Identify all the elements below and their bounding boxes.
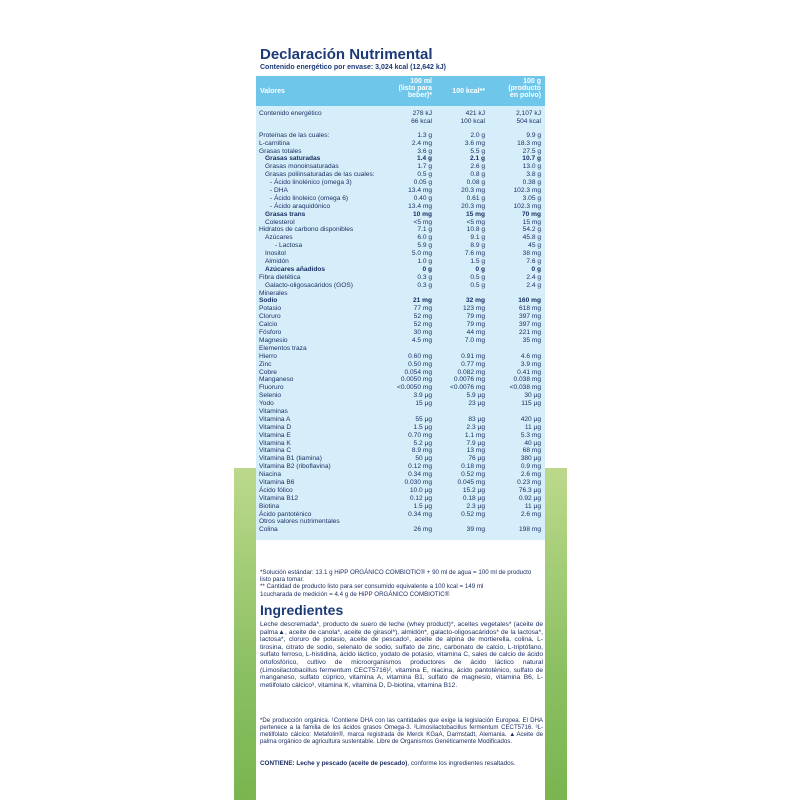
nutrient-value: 0.91 mg: [461, 352, 485, 360]
nutrient-value: 221 mg: [519, 329, 541, 337]
nutrient-value: 0.8 g: [470, 171, 485, 179]
nutrient-label: Vitamina B6: [259, 478, 295, 486]
nutrient-value: <5 mg: [466, 218, 485, 226]
nutrition-label-panel: [256, 40, 545, 800]
nutrient-value: 0.0076 mg: [453, 376, 485, 384]
nutrient-value: 0.40 g: [413, 194, 432, 202]
nutrition-table-header: [256, 76, 545, 106]
nutrient-value: 380 µg: [520, 455, 541, 463]
nutrient-label: Cobre: [259, 368, 277, 376]
nutrient-label: L-carnitina: [259, 139, 290, 147]
nutrient-value: 0.34 mg: [408, 471, 432, 479]
footnote-100kcal: ** Cantidad de producto listo para ser consumido equivalente a 100 kcal = 149 ml: [260, 583, 484, 591]
header-valores: Valores: [260, 88, 285, 95]
nutrient-value: 70 mg: [521, 210, 541, 218]
nutrient-value: 26 mg: [413, 526, 432, 534]
nutrient-value: 15 mg: [465, 210, 485, 218]
table-row: [256, 337, 545, 345]
nutrient-label: Biotina: [259, 502, 280, 510]
contains-allergens: Leche y pescado (aceite de pescado): [296, 760, 408, 767]
nutrient-label: - Ácido araquidónico: [270, 202, 331, 210]
nutrient-value: 2.4 mg: [411, 139, 432, 147]
nutrient-value: 0.030 mg: [404, 478, 432, 486]
nutrient-value: 2.1 g: [469, 155, 485, 163]
nutrient-value: 7.6 g: [526, 258, 541, 266]
nutrient-value: 39 mg: [466, 526, 485, 534]
nutrient-value: 0.5 g: [417, 171, 432, 179]
table-row: [256, 495, 545, 503]
nutrient-value: 0.38 g: [522, 179, 541, 187]
table-row: [256, 250, 545, 258]
allergen-statement: [260, 760, 516, 767]
nutrient-value: 35 mg: [522, 336, 541, 344]
nutrient-value: 11 µg: [524, 502, 541, 510]
nutrient-value: 102.3 mg: [513, 187, 541, 195]
nutrient-value: 20.3 mg: [461, 187, 485, 195]
nutrient-value: 0.12 mg: [408, 463, 432, 471]
nutrient-label: Grasas poliinsaturadas de las cuales:: [265, 171, 375, 179]
table-row: [256, 345, 545, 353]
table-row: [256, 408, 545, 416]
table-row: [256, 290, 545, 298]
nutrient-label: Vitamina B12: [259, 494, 299, 502]
nutrient-value: <5 mg: [413, 218, 432, 226]
nutrient-value: 0.61 g: [466, 194, 485, 202]
nutrient-value: 0.23 mg: [517, 478, 541, 486]
nutrient-label: Cloruro: [259, 313, 281, 321]
nutrient-value: 13.4 mg: [408, 187, 432, 195]
nutrient-value: 10.8 g: [466, 226, 485, 234]
nutrient-label: Vitamina D: [259, 423, 292, 431]
nutrient-value: 5.5 g: [470, 147, 485, 155]
nutrient-label: Magnesio: [259, 336, 288, 344]
nutrient-value: 397 mg: [519, 321, 541, 329]
table-row: [256, 211, 545, 219]
table-row: [256, 376, 545, 384]
nutrient-value: 8.9 mg: [411, 447, 432, 455]
nutrient-value: 27.5 g: [522, 147, 541, 155]
nutrient-value: 3.05 g: [522, 194, 541, 202]
table-row: [256, 132, 545, 140]
nutrient-value: 2.6 g: [470, 163, 485, 171]
nutrient-value: 13 mg: [466, 447, 485, 455]
nutrient-value: 0.054 mg: [404, 368, 432, 376]
nutrient-value: 1.5 µg: [413, 502, 432, 510]
nutrient-value: 0.082 mg: [457, 368, 485, 376]
nutrient-value: 52 mg: [413, 321, 432, 329]
table-row: [256, 353, 545, 361]
nutrient-value: 618 mg: [519, 305, 541, 313]
table-row: [256, 234, 545, 242]
nutrient-value: 0 g: [531, 265, 541, 273]
nutrient-value: 1.5 µg: [413, 423, 432, 431]
nutrient-label: Azúcares: [265, 234, 293, 242]
nutrient-value: 115 µg: [521, 400, 541, 408]
table-row: [256, 416, 545, 424]
nutrient-value: 7.1 g: [417, 226, 432, 234]
nutrient-value: <0.0076 mg: [449, 384, 485, 392]
table-row: [256, 163, 545, 171]
table-row: [256, 487, 545, 495]
nutrient-value: 10.0 µg: [409, 486, 432, 494]
nutrient-value: 5.3 mg: [520, 431, 541, 439]
nutrient-value: 45 g: [528, 242, 541, 250]
nutrient-value: 4.5 mg: [411, 336, 432, 344]
nutrient-value: 13.0 g: [522, 163, 541, 171]
nutrient-value: 0.70 mg: [408, 431, 432, 439]
nutrient-value: 0.92 µg: [518, 494, 541, 502]
nutrient-value: 0.77 mg: [461, 360, 485, 368]
nutrient-value: 2.4 g: [526, 281, 541, 289]
nutrient-value: 68 mg: [522, 447, 541, 455]
nutrient-value: 7.0 mg: [464, 336, 485, 344]
nutrient-value: 0.05 g: [413, 179, 432, 187]
nutrient-value: 5.9 g: [417, 242, 432, 250]
nutrient-value: 0.60 mg: [408, 352, 432, 360]
nutrient-value: 10 mg: [412, 210, 432, 218]
table-row: [256, 447, 545, 455]
nutrient-value: 3.6 mg: [464, 139, 485, 147]
table-row: [256, 219, 545, 227]
nutrient-value: 1.7 g: [417, 163, 432, 171]
page-title: Declaración Nutrimental: [260, 46, 433, 63]
contains-label: CONTIENE:: [260, 760, 295, 767]
nutrient-label: Fibra dietética: [259, 273, 301, 281]
nutrient-value: 20.3 mg: [461, 202, 485, 210]
nutrient-label: Grasas saturadas: [265, 155, 321, 163]
green-decoration-left: [234, 468, 256, 800]
nutrient-label: - Ácido linoleico (omega 6): [270, 194, 349, 202]
nutrient-value: 83 µg: [468, 415, 485, 423]
table-row: [256, 479, 545, 487]
nutrient-label: Selenio: [259, 392, 281, 400]
nutrient-value: 2.0 g: [470, 131, 485, 139]
table-row: [256, 503, 545, 511]
nutrient-value: 0.08 g: [466, 179, 485, 187]
nutrient-label: Galacto-oligosacáridos (GOS): [265, 281, 353, 289]
table-row: [256, 424, 545, 432]
nutrient-value: 0.9 mg: [520, 463, 541, 471]
table-row: [256, 471, 545, 479]
nutrient-value: 0.3 g: [417, 273, 432, 281]
nutrient-label: Grasas totales: [259, 147, 302, 155]
nutrient-label: Azúcares añadidos: [265, 265, 326, 273]
table-row: [256, 203, 545, 211]
nutrient-value: 2.4 g: [526, 273, 541, 281]
nutrient-value: 2.6 mg: [520, 471, 541, 479]
nutrient-value: 50 µg: [415, 455, 432, 463]
table-row: [256, 369, 545, 377]
nutrient-value: 54.2 g: [522, 226, 541, 234]
ingredients-footnotes: *De producción orgánica. ¹Contiene DHA con las cantidades que exige la legislación Europea. El DHA pertenece a la familia de los ácidos grasos Omega-3. ²Limosilactobacillus fermentum CECT5716. ³L-metilfolato cálcico: Metafolin®, marca registrada de Merck KGaA, Darmstadt, Alemania. ▲Aceite de palma orgánico de agricultura sustentable. Libre de Organismos Genéticamente Modificados.: [260, 717, 543, 746]
nutrient-value: 3.6 g: [417, 147, 432, 155]
nutrient-label: Grasas monoinsaturadas: [265, 163, 339, 171]
table-row: [256, 440, 545, 448]
nutrient-value: 10.7 g: [522, 155, 541, 163]
nutrient-value: 2.3 µg: [466, 502, 485, 510]
nutrient-label: Fluoruro: [259, 384, 284, 392]
nutrient-label: Vitamina E: [259, 431, 291, 439]
nutrient-label: Sodio: [259, 297, 278, 305]
table-row: [256, 463, 545, 471]
nutrient-value: 420 µg: [520, 415, 541, 423]
table-row: [256, 187, 545, 195]
nutrient-label: Inositol: [265, 250, 286, 258]
nutrient-value: 123 mg: [463, 305, 485, 313]
nutrient-value: 1.4 g: [416, 155, 432, 163]
nutrient-value: 1.1 mg: [464, 431, 485, 439]
table-row: [256, 518, 545, 526]
nutrient-label: Hidratos de carbono disponibles: [259, 226, 354, 234]
nutrient-value: 1.5 g: [470, 258, 485, 266]
nutrient-value: 8.9 g: [470, 242, 485, 250]
nutrient-label: Otros valores nutrimentales: [259, 518, 340, 526]
table-row: [256, 226, 545, 234]
table-row: [256, 361, 545, 369]
table-row: [256, 118, 545, 126]
nutrient-label: Almidón: [265, 258, 289, 266]
nutrient-value: 76.3 µg: [518, 486, 541, 494]
table-row: [256, 321, 545, 329]
table-row: [256, 179, 545, 187]
nutrient-value: 3.9 µg: [413, 392, 432, 400]
nutrient-value: 66 kcal: [411, 117, 432, 125]
header-100kcal: 100 kcal**: [452, 88, 485, 95]
table-row: [256, 297, 545, 305]
nutrient-value: 2.3 µg: [466, 423, 485, 431]
nutrient-value: 6.0 g: [417, 234, 432, 242]
nutrient-label: Ácido fólico: [259, 486, 293, 494]
table-row: [256, 400, 545, 408]
table-row: [256, 329, 545, 337]
nutrient-value: 504 kcal: [516, 117, 541, 125]
nutrient-label: - DHA: [270, 187, 288, 195]
nutrient-value: 0.3 g: [417, 281, 432, 289]
nutrient-value: 102.3 mg: [513, 202, 541, 210]
nutrient-value: 3.8 g: [526, 171, 541, 179]
nutrient-label: Colesterol: [265, 218, 295, 226]
nutrient-value: 4.6 mg: [520, 352, 541, 360]
nutrient-label: Niacina: [259, 471, 281, 479]
nutrient-value: 397 mg: [519, 313, 541, 321]
nutrient-value: <0.0050 mg: [396, 384, 432, 392]
table-row: [256, 171, 545, 179]
table-row: [256, 148, 545, 156]
nutrient-value: 1.0 g: [417, 258, 432, 266]
table-row: [256, 455, 545, 463]
nutrient-value: 0.41 mg: [517, 368, 541, 376]
nutrient-value: 11 µg: [524, 423, 541, 431]
nutrient-value: 0.5 g: [470, 281, 485, 289]
nutrient-value: 278 kJ: [412, 110, 432, 117]
nutrient-value: 45.8 g: [522, 234, 541, 242]
nutrient-label: - Lactosa: [275, 242, 303, 250]
header-100ml: 100 ml (listo para beber)*: [398, 78, 432, 100]
nutrient-value: 52 mg: [413, 313, 432, 321]
nutrient-value: 7.6 mg: [464, 250, 485, 258]
nutrient-label: Vitamina B2 (riboflavina): [259, 463, 331, 471]
table-footnotes: [260, 569, 542, 598]
nutrient-label: Vitaminas: [259, 407, 288, 415]
nutrient-label: Elementos traza: [259, 344, 307, 352]
nutrient-label: Contenido energético: [259, 110, 322, 117]
nutrient-value: 5.0 mg: [411, 250, 432, 258]
nutrient-value: 1.3 g: [417, 131, 432, 139]
nutrient-label: Zinc: [259, 360, 272, 368]
table-row: [256, 511, 545, 519]
nutrient-value: 2,107 kJ: [516, 110, 541, 117]
nutrient-value: 0.18 µg: [462, 494, 485, 502]
nutrition-table: [256, 76, 545, 540]
nutrient-value: 0.5 g: [470, 273, 485, 281]
nutrient-value: 15 µg: [415, 400, 432, 408]
nutrient-label: Colina: [259, 526, 278, 534]
nutrient-label: Ácido pantoténico: [259, 510, 312, 518]
nutrient-value: 5.2 µg: [413, 439, 432, 447]
nutrient-value: 0.038 mg: [513, 376, 541, 384]
nutrient-label: Vitamina C: [259, 447, 292, 455]
nutrient-value: 160 mg: [518, 297, 541, 305]
table-row: [256, 155, 545, 163]
nutrient-value: 5.9 µg: [466, 392, 485, 400]
nutrient-value: 79 mg: [466, 313, 485, 321]
nutrient-label: Manganeso: [259, 376, 294, 384]
nutrient-value: 0.12 µg: [409, 494, 432, 502]
ingredients-list: Leche descremada*, producto de suero de leche (whey product)*, aceites vegetales* (aceite de palma▲, aceite de canola*, aceite de girasol*), almidón*, galacto-oligosacáridos* de la lactosa*, lactosa*, cloruro de potasio, aceite de pescado¹, aceite de alpina de mortierella, colina, L-tirosina, citrato de sodio, selenato de sodio, sulfato de zinc, carbonato de calcio, L-triptófano, sulfato ferroso, L-histidina, ácido láctico, yodato de potasio, vitamina C, sales de calcio de ácido ortofosfórico, cultivo de microorganismos productores de ácido láctico natural (Limosilactobacillus fermentum CECT5716)², vitamina E, niacina, ácido pantoténico, sulfato de manganeso, sulfato cúprico, vitamina A, vitamina B1, sulfato de magnesio, vitamina B6, L-metilfolato cálcico³, vitamina K, vitamina D, D-biotina, vitamina B12.: [260, 621, 543, 689]
nutrient-label: Yodo: [259, 400, 274, 408]
nutrient-value: 18.3 mg: [517, 139, 541, 147]
nutrient-value: 9.1 g: [470, 234, 485, 242]
nutrient-value: 7.9 µg: [466, 439, 485, 447]
nutrient-value: 0.0050 mg: [400, 376, 432, 384]
nutrient-value: 13.4 mg: [408, 202, 432, 210]
table-row: [256, 526, 545, 534]
nutrient-value: 15 mg: [522, 218, 541, 226]
table-row: [256, 258, 545, 266]
nutrient-value: 76 µg: [468, 455, 485, 463]
nutrient-value: 0.52 mg: [461, 471, 485, 479]
nutrient-label: Vitamina B1 (tiamina): [259, 455, 322, 463]
nutrient-value: 0.18 mg: [461, 463, 485, 471]
green-decoration-right: [545, 468, 567, 800]
nutrition-table-body: [256, 106, 545, 540]
ingredients-heading: Ingredientes: [260, 602, 344, 618]
nutrient-value: 40 µg: [524, 439, 541, 447]
table-row: [256, 384, 545, 392]
table-row: [256, 110, 545, 118]
nutrient-label: Fósforo: [259, 329, 282, 337]
nutrient-value: 0 g: [475, 265, 485, 273]
nutrient-value: 0.50 mg: [408, 360, 432, 368]
energy-per-package: Contenido energético por envase: 3,024 kcal (12,642 kJ): [260, 64, 446, 71]
table-row: [256, 432, 545, 440]
nutrient-label: Proteínas de las cuales:: [259, 131, 330, 139]
nutrient-value: 38 mg: [522, 250, 541, 258]
nutrient-label: Vitamina K: [259, 439, 291, 447]
nutrient-label: Grasas trans: [265, 210, 306, 218]
table-row: [256, 313, 545, 321]
table-row: [256, 392, 545, 400]
nutrient-value: 0.045 mg: [457, 478, 485, 486]
footnote-standard-solution: *Solución estándar: 13.1 g HiPP ORGÁNICO COMBIOTIC® + 90 ml de agua = 100 ml de producto listo para tomar.: [260, 569, 532, 584]
table-row: [256, 282, 545, 290]
contains-rest: , conforme los ingredientes resaltados.: [407, 760, 516, 767]
nutrient-value: 30 µg: [524, 392, 541, 400]
nutrient-label: Minerales: [259, 289, 288, 297]
nutrient-value: 100 kcal: [460, 117, 485, 125]
table-row: [256, 274, 545, 282]
nutrient-value: <0.038 mg: [509, 384, 541, 392]
table-row: [256, 266, 545, 274]
nutrient-label: Potasio: [259, 305, 281, 313]
nutrient-value: 32 mg: [465, 297, 485, 305]
table-row: [256, 195, 545, 203]
nutrient-value: 23 µg: [468, 400, 485, 408]
nutrient-value: 55 µg: [415, 415, 432, 423]
nutrient-label: Hierro: [259, 352, 277, 360]
nutrient-value: 0.52 mg: [461, 510, 485, 518]
nutrient-value: 2.6 mg: [520, 510, 541, 518]
nutrient-label: Calcio: [259, 321, 278, 329]
nutrient-value: 9.9 g: [526, 131, 541, 139]
nutrient-value: 198 mg: [519, 526, 541, 534]
nutrient-value: 0.34 mg: [408, 510, 432, 518]
nutrient-value: 77 mg: [413, 305, 432, 313]
table-row: [256, 242, 545, 250]
nutrient-value: 44 mg: [466, 329, 485, 337]
footnote-measuring-scoop: 1cucharada de medición = 4.4 g de HiPP ORGÁNICO COMBIOTIC®: [260, 590, 450, 598]
nutrient-value: 30 mg: [413, 329, 432, 337]
nutrient-value: 421 kJ: [465, 110, 485, 117]
table-row: [256, 305, 545, 313]
nutrient-value: 21 mg: [412, 297, 432, 305]
nutrient-label: - Ácido linolénico (omega 3): [270, 179, 352, 187]
header-100g: 100 g (producto en polvo): [508, 78, 541, 100]
nutrient-value: 15.2 µg: [462, 486, 485, 494]
table-row: [256, 140, 545, 148]
nutrient-label: Vitamina A: [259, 415, 291, 423]
nutrient-value: 0 g: [422, 265, 432, 273]
nutrient-value: 3.9 mg: [520, 360, 541, 368]
nutrient-value: 79 mg: [466, 321, 485, 329]
